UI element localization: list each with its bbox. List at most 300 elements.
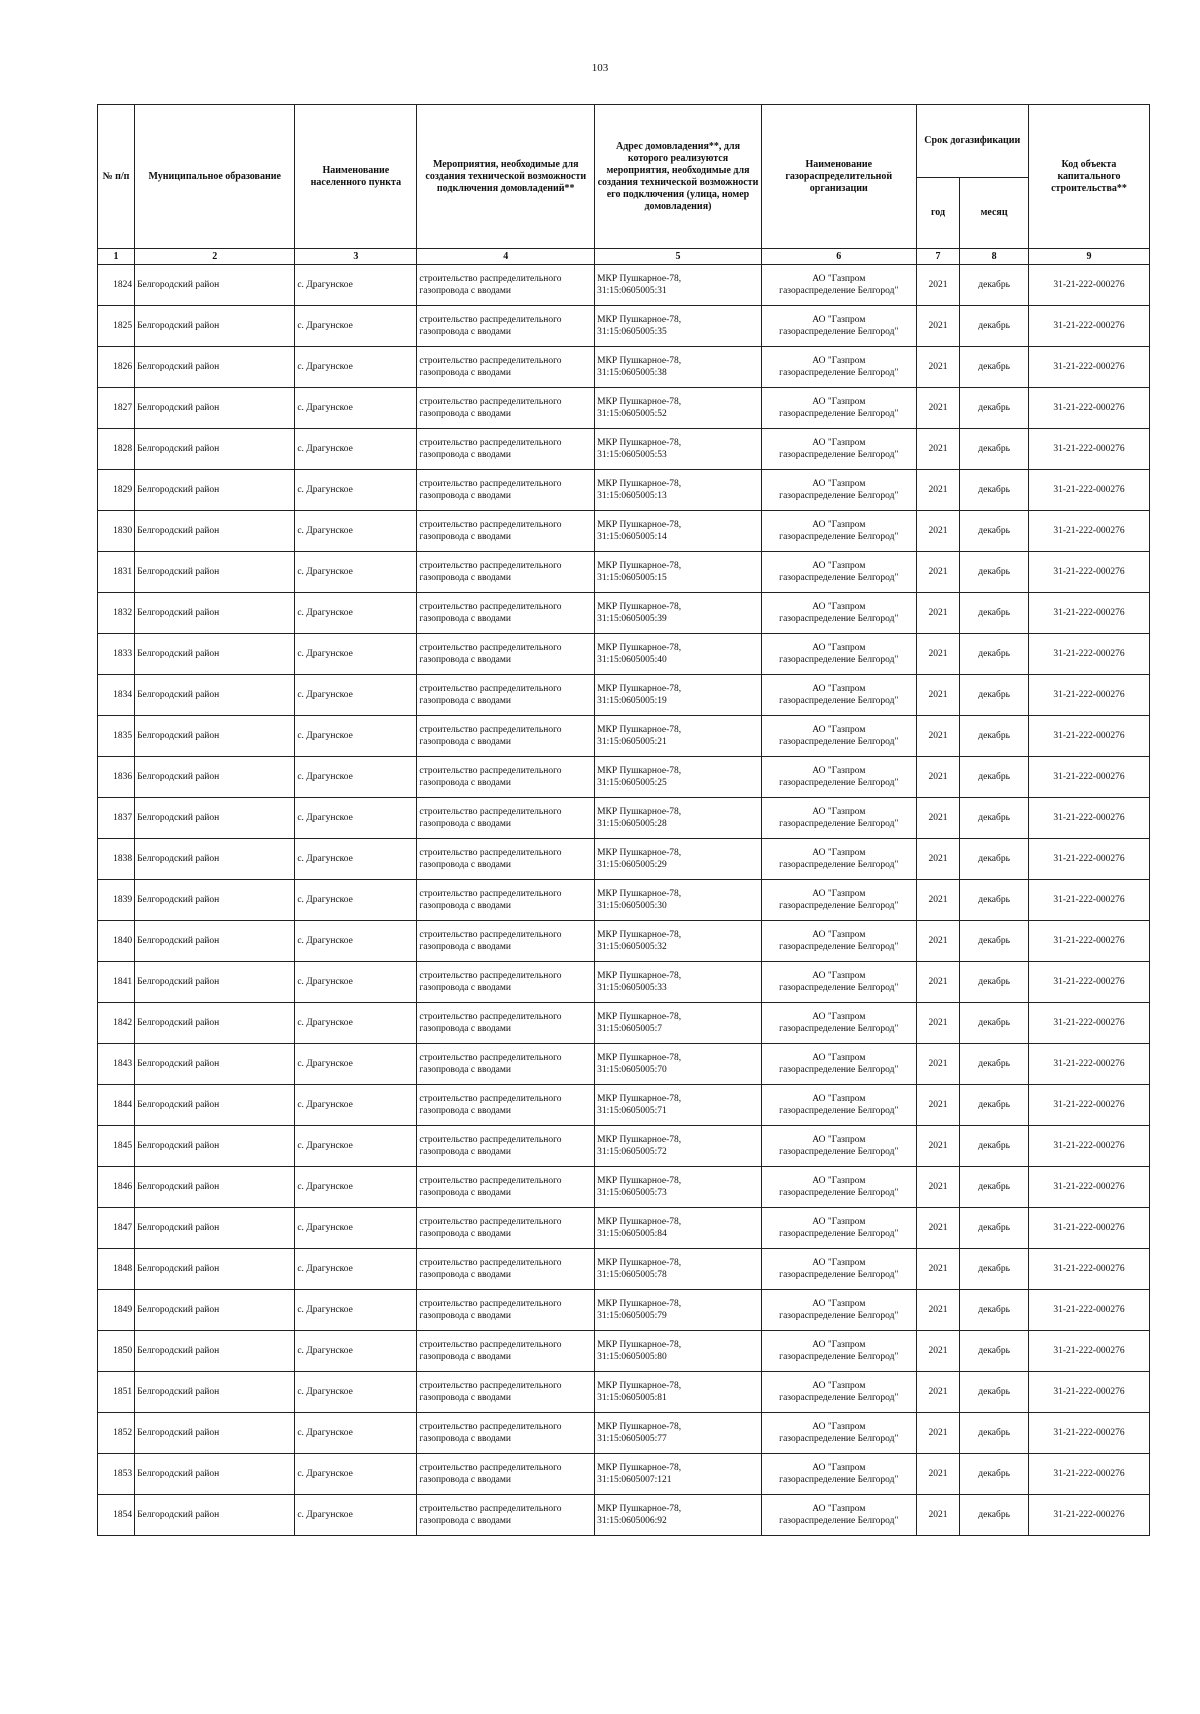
- municipality-cell: Белгородский район: [135, 1372, 295, 1413]
- address-cell: [595, 1413, 762, 1454]
- table-row: [98, 470, 1150, 511]
- address-street: МКР Пушкарное-78,: [597, 1340, 682, 1350]
- organization-cell: [761, 1126, 916, 1167]
- address-cadastral-number: 31:15:0605005:35: [597, 327, 667, 337]
- row-number: 1828: [98, 429, 135, 470]
- activity-cell: строительство распределительного газопровода с вводами: [417, 1085, 595, 1126]
- object-code-cell: 31-21-222-000276: [1028, 962, 1149, 1003]
- address-cell: [595, 429, 762, 470]
- row-number: 1843: [98, 1044, 135, 1085]
- organization-line-1: АО "Газпром: [812, 971, 866, 981]
- activity-cell: строительство распределительного газопровода с вводами: [417, 1249, 595, 1290]
- month-cell: декабрь: [960, 552, 1029, 593]
- year-cell: 2021: [916, 880, 960, 921]
- organization-cell: [761, 1331, 916, 1372]
- organization-line-2: газораспределение Белгород": [779, 614, 899, 624]
- organization-line-1: АО "Газпром: [812, 1176, 866, 1186]
- table-row: [98, 634, 1150, 675]
- object-code-cell: 31-21-222-000276: [1028, 388, 1149, 429]
- activity-cell: строительство распределительного газопровода с вводами: [417, 839, 595, 880]
- address-cell: [595, 1044, 762, 1085]
- municipality-cell: Белгородский район: [135, 798, 295, 839]
- address-cadastral-number: 31:15:0605005:19: [597, 696, 667, 706]
- address-cadastral-number: 31:15:0605005:29: [597, 860, 667, 870]
- table-row: [98, 1454, 1150, 1495]
- organization-cell: [761, 1413, 916, 1454]
- organization-cell: [761, 347, 916, 388]
- row-number: 1846: [98, 1167, 135, 1208]
- address-cell: [595, 839, 762, 880]
- activity-cell: строительство распределительного газопровода с вводами: [417, 1003, 595, 1044]
- table-row: [98, 347, 1150, 388]
- organization-line-1: АО "Газпром: [812, 1381, 866, 1391]
- organization-line-2: газораспределение Белгород": [779, 942, 899, 952]
- address-cadastral-number: 31:15:0605005:14: [597, 532, 667, 542]
- object-code-cell: 31-21-222-000276: [1028, 757, 1149, 798]
- municipality-cell: Белгородский район: [135, 1208, 295, 1249]
- year-cell: 2021: [916, 1331, 960, 1372]
- object-code-cell: 31-21-222-000276: [1028, 470, 1149, 511]
- activity-cell: строительство распределительного газопровода с вводами: [417, 511, 595, 552]
- organization-line-1: АО "Газпром: [812, 766, 866, 776]
- organization-line-2: газораспределение Белгород": [779, 1352, 899, 1362]
- table-row: [98, 1372, 1150, 1413]
- object-code-cell: 31-21-222-000276: [1028, 1290, 1149, 1331]
- address-cell: [595, 511, 762, 552]
- locality-cell: с. Драгунское: [295, 1167, 417, 1208]
- organization-line-2: газораспределение Белгород": [779, 1270, 899, 1280]
- year-cell: 2021: [916, 511, 960, 552]
- year-cell: 2021: [916, 1208, 960, 1249]
- header-month: месяц: [960, 178, 1029, 249]
- month-cell: декабрь: [960, 1085, 1029, 1126]
- year-cell: 2021: [916, 1167, 960, 1208]
- municipality-cell: Белгородский район: [135, 1003, 295, 1044]
- organization-line-1: АО "Газпром: [812, 1053, 866, 1063]
- organization-line-1: АО "Газпром: [812, 397, 866, 407]
- address-street: МКР Пушкарное-78,: [597, 274, 682, 284]
- object-code-cell: 31-21-222-000276: [1028, 511, 1149, 552]
- month-cell: декабрь: [960, 921, 1029, 962]
- activity-cell: строительство распределительного газопровода с вводами: [417, 552, 595, 593]
- address-cadastral-number: 31:15:0605005:84: [597, 1229, 667, 1239]
- organization-cell: [761, 1454, 916, 1495]
- address-cadastral-number: 31:15:0605005:33: [597, 983, 667, 993]
- locality-cell: с. Драгунское: [295, 798, 417, 839]
- municipality-cell: Белгородский район: [135, 1126, 295, 1167]
- organization-cell: [761, 552, 916, 593]
- table-row: [98, 1044, 1150, 1085]
- row-number: 1836: [98, 757, 135, 798]
- activity-cell: строительство распределительного газопровода с вводами: [417, 634, 595, 675]
- address-cadastral-number: 31:15:0605005:39: [597, 614, 667, 624]
- organization-cell: [761, 675, 916, 716]
- address-street: МКР Пушкарное-78,: [597, 1094, 682, 1104]
- address-cell: [595, 593, 762, 634]
- municipality-cell: Белгородский район: [135, 429, 295, 470]
- address-cadastral-number: 31:15:0605005:32: [597, 942, 667, 952]
- table-row: [98, 798, 1150, 839]
- row-number: 1849: [98, 1290, 135, 1331]
- municipality-cell: Белгородский район: [135, 1413, 295, 1454]
- organization-line-2: газораспределение Белгород": [779, 1147, 899, 1157]
- object-code-cell: 31-21-222-000276: [1028, 593, 1149, 634]
- municipality-cell: Белгородский район: [135, 265, 295, 306]
- municipality-cell: Белгородский район: [135, 347, 295, 388]
- month-cell: декабрь: [960, 1495, 1029, 1536]
- organization-line-1: АО "Газпром: [812, 684, 866, 694]
- month-cell: декабрь: [960, 962, 1029, 1003]
- year-cell: 2021: [916, 1413, 960, 1454]
- municipality-cell: Белгородский район: [135, 1495, 295, 1536]
- table-row: [98, 593, 1150, 634]
- organization-cell: [761, 839, 916, 880]
- month-cell: декабрь: [960, 265, 1029, 306]
- organization-line-2: газораспределение Белгород": [779, 532, 899, 542]
- year-cell: 2021: [916, 634, 960, 675]
- organization-line-1: АО "Газпром: [812, 1340, 866, 1350]
- object-code-cell: 31-21-222-000276: [1028, 1044, 1149, 1085]
- address-street: МКР Пушкарное-78,: [597, 1053, 682, 1063]
- organization-cell: [761, 716, 916, 757]
- year-cell: 2021: [916, 798, 960, 839]
- row-number: 1825: [98, 306, 135, 347]
- municipality-cell: Белгородский район: [135, 306, 295, 347]
- column-number: 3: [295, 249, 417, 265]
- address-cadastral-number: 31:15:0605005:40: [597, 655, 667, 665]
- address-cell: [595, 1331, 762, 1372]
- address-street: МКР Пушкарное-78,: [597, 643, 682, 653]
- object-code-cell: 31-21-222-000276: [1028, 1372, 1149, 1413]
- organization-cell: [761, 511, 916, 552]
- organization-cell: [761, 1167, 916, 1208]
- locality-cell: с. Драгунское: [295, 265, 417, 306]
- municipality-cell: Белгородский район: [135, 1249, 295, 1290]
- organization-line-1: АО "Газпром: [812, 1217, 866, 1227]
- address-street: МКР Пушкарное-78,: [597, 930, 682, 940]
- year-cell: 2021: [916, 1126, 960, 1167]
- organization-line-2: газораспределение Белгород": [779, 409, 899, 419]
- column-number-row: [98, 249, 1150, 265]
- activity-cell: строительство распределительного газопровода с вводами: [417, 306, 595, 347]
- municipality-cell: Белгородский район: [135, 839, 295, 880]
- activity-cell: строительство распределительного газопровода с вводами: [417, 470, 595, 511]
- table-row: [98, 880, 1150, 921]
- month-cell: декабрь: [960, 634, 1029, 675]
- table-row: [98, 511, 1150, 552]
- table-row: [98, 1167, 1150, 1208]
- object-code-cell: 31-21-222-000276: [1028, 1085, 1149, 1126]
- municipality-cell: Белгородский район: [135, 921, 295, 962]
- municipality-cell: Белгородский район: [135, 634, 295, 675]
- municipality-cell: Белгородский район: [135, 511, 295, 552]
- organization-line-2: газораспределение Белгород": [779, 1188, 899, 1198]
- locality-cell: с. Драгунское: [295, 593, 417, 634]
- locality-cell: с. Драгунское: [295, 388, 417, 429]
- header-address: Адрес домовладения**, для которого реализуются мероприятия, необходимые для создания технической возможности его подключения (улица, номер домовладения): [595, 105, 762, 249]
- locality-cell: с. Драгунское: [295, 962, 417, 1003]
- month-cell: декабрь: [960, 880, 1029, 921]
- row-number: 1833: [98, 634, 135, 675]
- year-cell: 2021: [916, 1044, 960, 1085]
- address-cell: [595, 265, 762, 306]
- address-cell: [595, 1208, 762, 1249]
- organization-line-2: газораспределение Белгород": [779, 1311, 899, 1321]
- organization-line-2: газораспределение Белгород": [779, 450, 899, 460]
- activity-cell: строительство распределительного газопровода с вводами: [417, 1208, 595, 1249]
- address-cadastral-number: 31:15:0605005:73: [597, 1188, 667, 1198]
- address-cadastral-number: 31:15:0605005:72: [597, 1147, 667, 1157]
- activity-cell: строительство распределительного газопровода с вводами: [417, 798, 595, 839]
- organization-line-1: АО "Газпром: [812, 643, 866, 653]
- row-number: 1847: [98, 1208, 135, 1249]
- locality-cell: с. Драгунское: [295, 306, 417, 347]
- table-row: [98, 1413, 1150, 1454]
- organization-line-1: АО "Газпром: [812, 807, 866, 817]
- table-row: [98, 1249, 1150, 1290]
- municipality-cell: Белгородский район: [135, 675, 295, 716]
- organization-line-1: АО "Газпром: [812, 479, 866, 489]
- row-number: 1854: [98, 1495, 135, 1536]
- table-row: [98, 716, 1150, 757]
- organization-line-2: газораспределение Белгород": [779, 1434, 899, 1444]
- address-street: МКР Пушкарное-78,: [597, 807, 682, 817]
- activity-cell: строительство распределительного газопровода с вводами: [417, 757, 595, 798]
- organization-line-2: газораспределение Белгород": [779, 860, 899, 870]
- year-cell: 2021: [916, 306, 960, 347]
- row-number: 1826: [98, 347, 135, 388]
- locality-cell: с. Драгунское: [295, 1126, 417, 1167]
- organization-cell: [761, 306, 916, 347]
- organization-line-1: АО "Газпром: [812, 1012, 866, 1022]
- locality-cell: с. Драгунское: [295, 1372, 417, 1413]
- address-street: МКР Пушкарное-78,: [597, 438, 682, 448]
- locality-cell: с. Драгунское: [295, 757, 417, 798]
- activity-cell: строительство распределительного газопровода с вводами: [417, 921, 595, 962]
- row-number: 1840: [98, 921, 135, 962]
- month-cell: декабрь: [960, 1413, 1029, 1454]
- address-street: МКР Пушкарное-78,: [597, 971, 682, 981]
- header-deadline: Срок догазификации: [916, 105, 1028, 178]
- organization-line-1: АО "Газпром: [812, 520, 866, 530]
- organization-line-1: АО "Газпром: [812, 315, 866, 325]
- year-cell: 2021: [916, 962, 960, 1003]
- organization-cell: [761, 1372, 916, 1413]
- locality-cell: с. Драгунское: [295, 1331, 417, 1372]
- address-cell: [595, 1290, 762, 1331]
- organization-line-2: газораспределение Белгород": [779, 819, 899, 829]
- organization-line-2: газораспределение Белгород": [779, 1065, 899, 1075]
- organization-cell: [761, 921, 916, 962]
- row-number: 1831: [98, 552, 135, 593]
- organization-line-2: газораспределение Белгород": [779, 655, 899, 665]
- locality-cell: с. Драгунское: [295, 1290, 417, 1331]
- month-cell: декабрь: [960, 306, 1029, 347]
- address-street: МКР Пушкарное-78,: [597, 1217, 682, 1227]
- organization-cell: [761, 1290, 916, 1331]
- locality-cell: с. Драгунское: [295, 511, 417, 552]
- organization-line-1: АО "Газпром: [812, 602, 866, 612]
- year-cell: 2021: [916, 716, 960, 757]
- month-cell: декабрь: [960, 839, 1029, 880]
- organization-line-2: газораспределение Белгород": [779, 1393, 899, 1403]
- object-code-cell: 31-21-222-000276: [1028, 634, 1149, 675]
- activity-cell: строительство распределительного газопровода с вводами: [417, 388, 595, 429]
- address-cell: [595, 716, 762, 757]
- object-code-cell: 31-21-222-000276: [1028, 306, 1149, 347]
- address-cell: [595, 1249, 762, 1290]
- municipality-cell: Белгородский район: [135, 716, 295, 757]
- address-street: МКР Пушкарное-78,: [597, 1012, 682, 1022]
- table-row: [98, 1085, 1150, 1126]
- municipality-cell: Белгородский район: [135, 470, 295, 511]
- gasification-table: [97, 104, 1150, 1536]
- month-cell: декабрь: [960, 1249, 1029, 1290]
- organization-line-1: АО "Газпром: [812, 1258, 866, 1268]
- month-cell: декабрь: [960, 1126, 1029, 1167]
- address-cadastral-number: 31:15:0605005:78: [597, 1270, 667, 1280]
- month-cell: декабрь: [960, 1167, 1029, 1208]
- table-row: [98, 1331, 1150, 1372]
- activity-cell: строительство распределительного газопровода с вводами: [417, 593, 595, 634]
- organization-cell: [761, 962, 916, 1003]
- object-code-cell: 31-21-222-000276: [1028, 675, 1149, 716]
- activity-cell: строительство распределительного газопровода с вводами: [417, 1331, 595, 1372]
- object-code-cell: 31-21-222-000276: [1028, 429, 1149, 470]
- header-num: № п/п: [98, 105, 135, 249]
- locality-cell: с. Драгунское: [295, 634, 417, 675]
- table-row: [98, 675, 1150, 716]
- address-cadastral-number: 31:15:0605005:30: [597, 901, 667, 911]
- object-code-cell: 31-21-222-000276: [1028, 798, 1149, 839]
- object-code-cell: 31-21-222-000276: [1028, 1003, 1149, 1044]
- year-cell: 2021: [916, 1495, 960, 1536]
- address-cadastral-number: 31:15:0605005:28: [597, 819, 667, 829]
- locality-cell: с. Драгунское: [295, 1044, 417, 1085]
- address-street: МКР Пушкарное-78,: [597, 561, 682, 571]
- locality-cell: с. Драгунское: [295, 552, 417, 593]
- activity-cell: строительство распределительного газопровода с вводами: [417, 429, 595, 470]
- municipality-cell: Белгородский район: [135, 1290, 295, 1331]
- address-cell: [595, 921, 762, 962]
- locality-cell: с. Драгунское: [295, 880, 417, 921]
- month-cell: декабрь: [960, 593, 1029, 634]
- organization-cell: [761, 429, 916, 470]
- table-row: [98, 306, 1150, 347]
- month-cell: декабрь: [960, 1331, 1029, 1372]
- table-row: [98, 1495, 1150, 1536]
- organization-line-2: газораспределение Белгород": [779, 286, 899, 296]
- organization-line-1: АО "Газпром: [812, 356, 866, 366]
- object-code-cell: 31-21-222-000276: [1028, 1167, 1149, 1208]
- year-cell: 2021: [916, 552, 960, 593]
- year-cell: 2021: [916, 388, 960, 429]
- organization-line-2: газораспределение Белгород": [779, 1106, 899, 1116]
- column-number: 9: [1028, 249, 1149, 265]
- organization-line-1: АО "Газпром: [812, 438, 866, 448]
- organization-cell: [761, 1085, 916, 1126]
- year-cell: 2021: [916, 839, 960, 880]
- activity-cell: строительство распределительного газопровода с вводами: [417, 265, 595, 306]
- address-cell: [595, 1454, 762, 1495]
- year-cell: 2021: [916, 429, 960, 470]
- activity-cell: строительство распределительного газопровода с вводами: [417, 1413, 595, 1454]
- address-cadastral-number: 31:15:0605005:21: [597, 737, 667, 747]
- activity-cell: строительство распределительного газопровода с вводами: [417, 675, 595, 716]
- month-cell: декабрь: [960, 347, 1029, 388]
- address-cadastral-number: 31:15:0605005:15: [597, 573, 667, 583]
- table-row: [98, 1208, 1150, 1249]
- address-street: МКР Пушкарное-78,: [597, 766, 682, 776]
- address-cell: [595, 675, 762, 716]
- address-cell: [595, 962, 762, 1003]
- row-number: 1845: [98, 1126, 135, 1167]
- address-cadastral-number: 31:15:0605005:79: [597, 1311, 667, 1321]
- address-cell: [595, 1495, 762, 1536]
- address-street: МКР Пушкарное-78,: [597, 889, 682, 899]
- organization-line-2: газораспределение Белгород": [779, 696, 899, 706]
- activity-cell: строительство распределительного газопровода с вводами: [417, 880, 595, 921]
- row-number: 1852: [98, 1413, 135, 1454]
- organization-cell: [761, 1208, 916, 1249]
- address-cadastral-number: 31:15:0605005:25: [597, 778, 667, 788]
- address-cadastral-number: 31:15:0605006:92: [597, 1516, 667, 1526]
- address-street: МКР Пушкарное-78,: [597, 315, 682, 325]
- address-cadastral-number: 31:15:0605005:52: [597, 409, 667, 419]
- column-number: 5: [595, 249, 762, 265]
- object-code-cell: 31-21-222-000276: [1028, 1495, 1149, 1536]
- locality-cell: с. Драгунское: [295, 716, 417, 757]
- month-cell: декабрь: [960, 798, 1029, 839]
- month-cell: декабрь: [960, 1372, 1029, 1413]
- table-row: [98, 921, 1150, 962]
- address-street: МКР Пушкарное-78,: [597, 1504, 682, 1514]
- month-cell: декабрь: [960, 757, 1029, 798]
- row-number: 1834: [98, 675, 135, 716]
- object-code-cell: 31-21-222-000276: [1028, 1413, 1149, 1454]
- table-header: [98, 105, 1150, 265]
- address-cell: [595, 347, 762, 388]
- header-object-code: Код объекта капитального строительства**: [1028, 105, 1149, 249]
- address-cell: [595, 1372, 762, 1413]
- organization-line-2: газораспределение Белгород": [779, 368, 899, 378]
- address-street: МКР Пушкарное-78,: [597, 479, 682, 489]
- activity-cell: строительство распределительного газопровода с вводами: [417, 716, 595, 757]
- organization-line-1: АО "Газпром: [812, 1422, 866, 1432]
- address-street: МКР Пушкарное-78,: [597, 1176, 682, 1186]
- table-row: [98, 552, 1150, 593]
- address-street: МКР Пушкарное-78,: [597, 684, 682, 694]
- object-code-cell: 31-21-222-000276: [1028, 1454, 1149, 1495]
- table-body: [98, 265, 1150, 1536]
- column-number: 7: [916, 249, 960, 265]
- organization-cell: [761, 265, 916, 306]
- organization-line-2: газораспределение Белгород": [779, 1475, 899, 1485]
- row-number: 1827: [98, 388, 135, 429]
- organization-line-1: АО "Газпром: [812, 889, 866, 899]
- address-cadastral-number: 31:15:0605007:121: [597, 1475, 672, 1485]
- row-number: 1842: [98, 1003, 135, 1044]
- year-cell: 2021: [916, 470, 960, 511]
- address-cell: [595, 798, 762, 839]
- row-number: 1844: [98, 1085, 135, 1126]
- organization-cell: [761, 388, 916, 429]
- locality-cell: с. Драгунское: [295, 347, 417, 388]
- organization-line-2: газораспределение Белгород": [779, 491, 899, 501]
- object-code-cell: 31-21-222-000276: [1028, 1331, 1149, 1372]
- address-street: МКР Пушкарное-78,: [597, 848, 682, 858]
- locality-cell: с. Драгунское: [295, 1249, 417, 1290]
